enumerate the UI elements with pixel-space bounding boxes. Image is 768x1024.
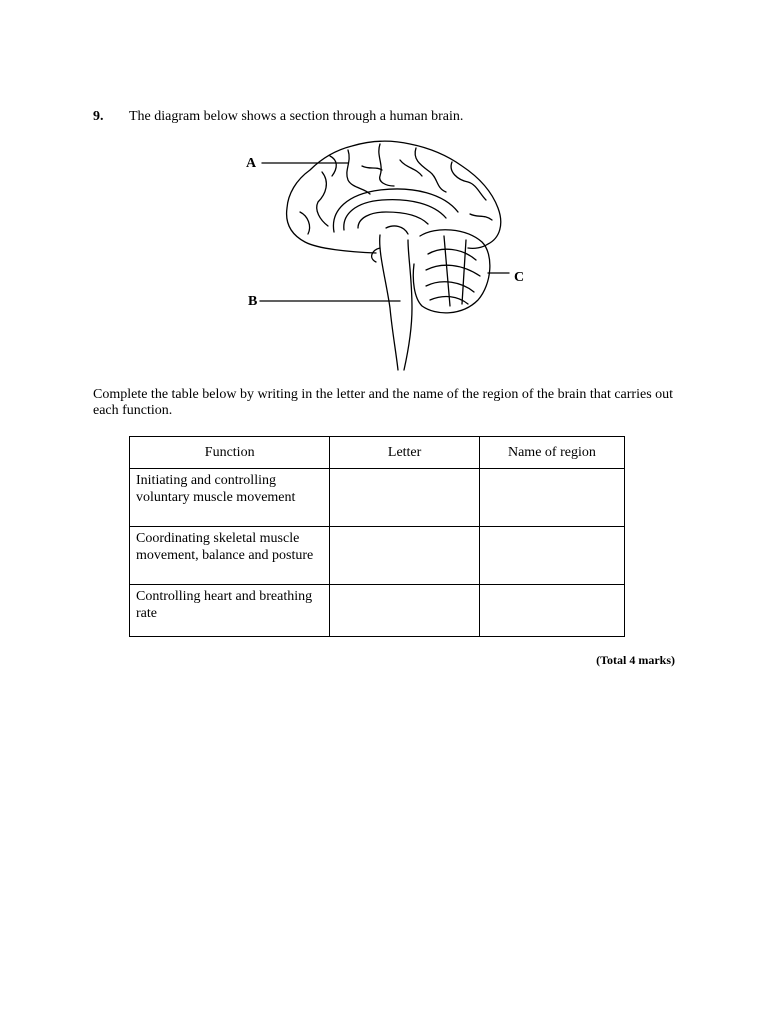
label-b: B [248, 294, 258, 309]
sulcus-line [347, 150, 370, 194]
function-cell: Coordinating skeletal muscle movement, balance and posture [130, 527, 330, 585]
header-name-of-region: Name of region [479, 437, 624, 469]
cerebrum-outline [287, 141, 501, 253]
sulcus-line [330, 156, 336, 176]
cerebellum-fold [444, 236, 450, 306]
cerebellum-fold [426, 282, 474, 292]
cerebellum-fold [428, 249, 476, 260]
question-stem: The diagram below shows a section through a human brain. [129, 109, 464, 124]
region-answer-cell[interactable] [479, 469, 624, 527]
sulcus-line [300, 212, 310, 234]
table-row [130, 469, 625, 527]
table-row [130, 527, 625, 585]
pituitary [372, 248, 380, 262]
cerebellum-fold [462, 240, 466, 304]
sulcus-line [379, 144, 394, 186]
sulcus-line [470, 214, 492, 220]
function-cell: Controlling heart and breathing rate [130, 585, 330, 637]
brain-section-diagram [230, 130, 540, 375]
cerebellum-outline [413, 230, 490, 313]
sulcus-line [317, 172, 328, 226]
letter-answer-cell[interactable] [330, 585, 479, 637]
letter-answer-cell[interactable] [330, 469, 479, 527]
cerebellum-fold [426, 265, 480, 276]
table-row [130, 585, 625, 637]
answer-table [129, 436, 625, 637]
table-header-row [130, 437, 625, 469]
region-answer-cell[interactable] [479, 527, 624, 585]
brainstem [380, 235, 398, 370]
header-function: Function [130, 437, 330, 469]
total-marks: (Total 4 marks) [596, 653, 675, 667]
header-letter: Letter [330, 437, 479, 469]
sulcus-line [362, 166, 382, 170]
question-number: 9. [93, 109, 104, 124]
label-a: A [246, 156, 257, 171]
brainstem [404, 240, 412, 370]
function-cell: Initiating and controlling voluntary muscle movement [130, 469, 330, 527]
midbrain-detail [386, 226, 408, 234]
label-c: C [514, 270, 525, 285]
letter-answer-cell[interactable] [330, 527, 479, 585]
region-answer-cell[interactable] [479, 585, 624, 637]
instruction-text: Complete the table below by writing in the letter and the name of the region of the brain that carries out each function. [93, 387, 674, 418]
